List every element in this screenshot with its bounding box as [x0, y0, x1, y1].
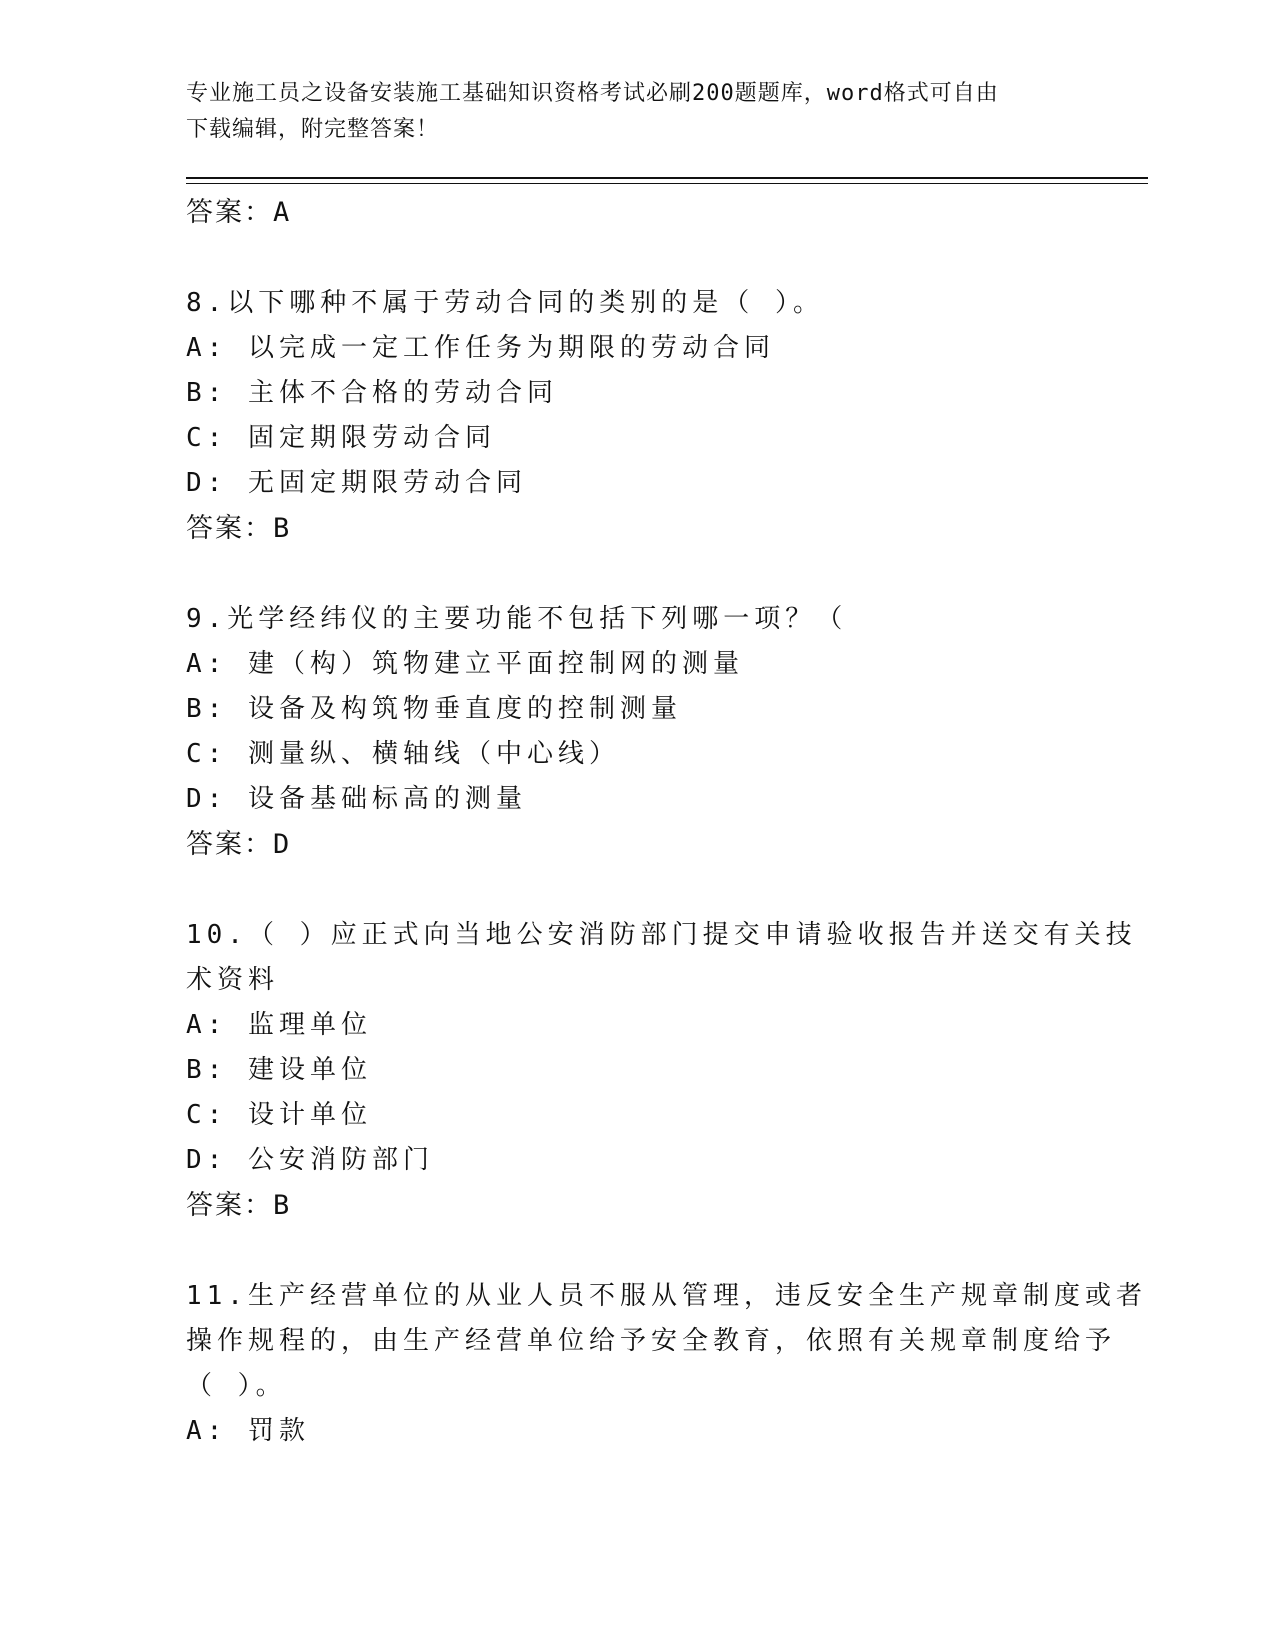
- option-b: B: 设备及构筑物垂直度的控制测量: [186, 694, 682, 724]
- document-body: [186, 190, 1147, 1454]
- question-text: 9.光学经纬仪的主要功能不包括下列哪一项？（: [186, 604, 848, 634]
- question-block: [186, 1274, 1147, 1454]
- question-text-line-2: 术资料: [186, 965, 280, 995]
- header-line-1: 专业施工员之设备安装施工基础知识资格考试必刷200题题库，word格式可自由: [186, 81, 999, 106]
- option-d: D: 设备基础标高的测量: [186, 784, 527, 814]
- option-d: D: 公安消防部门: [186, 1145, 434, 1175]
- spacer: [186, 551, 1086, 597]
- spacer: [186, 867, 1086, 913]
- question-text-line-3: （ ）。: [186, 1371, 287, 1401]
- header-divider-thin: [186, 183, 1148, 184]
- option-b: B: 主体不合格的劳动合同: [186, 378, 558, 408]
- header-divider-thick: [186, 177, 1148, 179]
- spacer: [186, 235, 1086, 281]
- question-block: [186, 597, 1086, 867]
- option-c: C: 固定期限劳动合同: [186, 423, 496, 453]
- question-text: 8.以下哪种不属于劳动合同的类别的是（ ）。: [186, 288, 824, 318]
- option-a: A: 建（构）筑物建立平面控制网的测量: [186, 649, 744, 679]
- option-c: C: 设计单位: [186, 1100, 372, 1130]
- question-block: [186, 913, 1137, 1228]
- option-b: B: 建设单位: [186, 1055, 372, 1085]
- option-a: A: 以完成一定工作任务为期限的劳动合同: [186, 333, 775, 363]
- answer-line: 答案：B: [186, 513, 292, 544]
- document-header: [186, 76, 1086, 148]
- question-block: [186, 281, 1086, 551]
- option-c: C: 测量纵、横轴线（中心线）: [186, 739, 620, 769]
- spacer: [186, 1228, 1086, 1274]
- answer-line: 答案：A: [186, 197, 292, 228]
- answer-line: 答案：D: [186, 829, 292, 860]
- option-a: A: 监理单位: [186, 1010, 372, 1040]
- question-text-line-2: 操作规程的，由生产经营单位给予安全教育，依照有关规章制度给予: [186, 1326, 1117, 1356]
- answer-line: 答案：B: [186, 1190, 292, 1221]
- header-line-2: 下载编辑，附完整答案！: [186, 117, 440, 142]
- option-a: A: 罚款: [186, 1416, 310, 1446]
- option-d: D: 无固定期限劳动合同: [186, 468, 527, 498]
- question-text-line-1: 11.生产经营单位的从业人员不服从管理，违反安全生产规章制度或者: [186, 1281, 1147, 1311]
- question-text-line-1: 10.（ ）应正式向当地公安消防部门提交申请验收报告并送交有关技: [186, 920, 1137, 950]
